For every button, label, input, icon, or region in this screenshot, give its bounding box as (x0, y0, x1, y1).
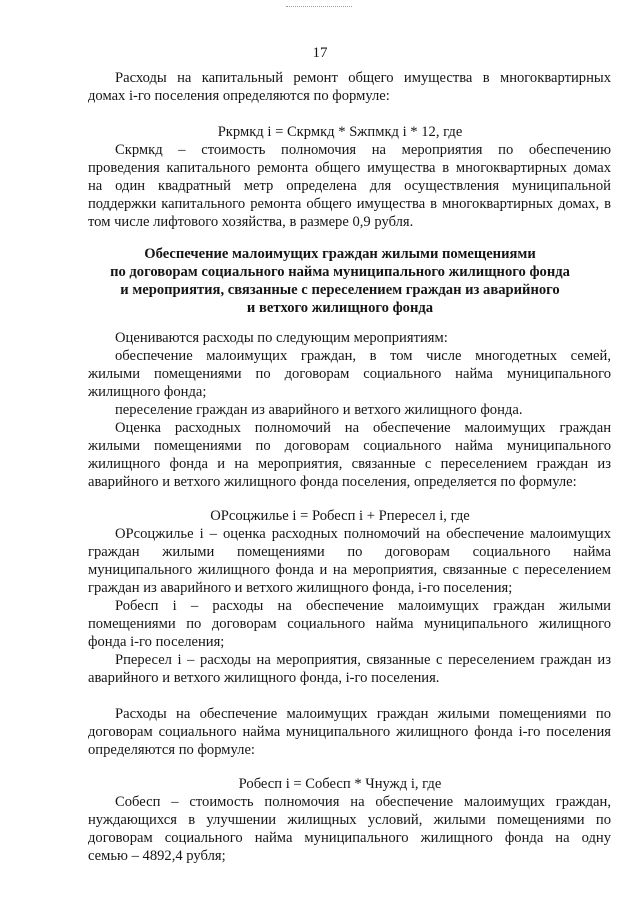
text-line: аварийного и ветхого жилищного фонда поселения, определяется по формуле: (88, 474, 577, 490)
text-line: определяются по формуле: (88, 742, 255, 758)
section-heading-line: Обеспечение малоимущих граждан жилыми помещениями (144, 246, 536, 262)
formula-line: Ркрмкд i = Скрмкд * Sжпмкд i * 12, где (217, 124, 463, 140)
text-line: переселение граждан из аварийного и ветхого жилищного фонда. (115, 402, 523, 418)
text-line: Оцениваются расходы по следующим мероприятиям: (115, 330, 448, 346)
formula-line: Робесп i = Собесп * Чнужд i, где (238, 776, 442, 792)
text-line: обеспечение малоимущих граждан, в том числе многодетных семей, (115, 348, 611, 364)
text-line: договорам социального найма муниципального жилищного фонда на одну (88, 830, 611, 846)
text-line: поддержки капитального ремонта общего имущества в многоквартирных домах, в (88, 196, 611, 212)
text-line: семью – 4892,4 рубля; (88, 848, 226, 864)
text-line: аварийного и ветхого жилищного фонда, i-го поселения. (88, 670, 440, 686)
text-line: муниципального жилищного фонда и на мероприятия, связанные с переселением (88, 562, 611, 578)
text-line: договорам социального найма муниципального жилищного фонда i-го поселения (88, 724, 611, 740)
text-line: помещениями по договорам социального найма муниципального жилищного (88, 616, 611, 632)
text-line: жилыми помещениями по договорам социального найма муниципального (88, 438, 611, 454)
text-line: граждан жилыми помещениями по договорам социального найма (88, 544, 611, 560)
text-line: Робесп i – расходы на обеспечение малоимущих граждан жилыми (115, 598, 611, 614)
text-line: жилыми помещениями по договорам социального найма муниципального (88, 366, 611, 382)
text-line: ОРсоцжилье i – оценка расходных полномочий на обеспечение малоимущих (115, 526, 611, 542)
text-line: Расходы на капитальный ремонт общего имущества в многоквартирных (115, 70, 611, 86)
text-line: граждан из аварийного и ветхого жилищного фонда, i-го поселения; (88, 580, 513, 596)
text-line: Собесп – стоимость полномочия на обеспечение малоимущих граждан, (115, 794, 611, 810)
text-line: Оценка расходных полномочий на обеспечение малоимущих граждан (115, 420, 611, 436)
text-line: фонда i-го поселения; (88, 634, 225, 650)
scan-artifact (286, 6, 352, 9)
section-heading-line: и мероприятия, связанные с переселением граждан из аварийного (120, 282, 560, 298)
text-line: жилищного фонда; (88, 384, 207, 400)
text-line: домах i-го поселения определяются по формуле: (88, 88, 390, 104)
text-line: жилищного фонда и на мероприятия, связанные с переселением граждан из (88, 456, 611, 472)
text-line: том числе лифтового хозяйства, в размере 0,9 рубля. (88, 214, 414, 230)
text-line: проведения капитального ремонта общего имущества в многоквартирных домах (88, 160, 611, 176)
text-line: Рпересел i – расходы на мероприятия, связанные с переселением граждан из (115, 652, 611, 668)
text-line: Расходы на обеспечение малоимущих граждан жилыми помещениями по (115, 706, 611, 722)
section-heading-line: по договорам социального найма муниципального жилищного фонда (110, 264, 570, 280)
text-line: Скрмкд – стоимость полномочия на мероприятия по обеспечению (115, 142, 611, 158)
formula-line: ОРсоцжилье i = Робесп i + Рпересел i, где (210, 508, 470, 524)
text-line: на один квадратный метр определена для осуществления муниципальной (88, 178, 611, 194)
page-number: 17 (312, 45, 328, 61)
section-heading-line: и ветхого жилищного фонда (246, 300, 434, 316)
text-line: нуждающихся в улучшении жилищных условий, жилыми помещениями по (88, 812, 611, 828)
